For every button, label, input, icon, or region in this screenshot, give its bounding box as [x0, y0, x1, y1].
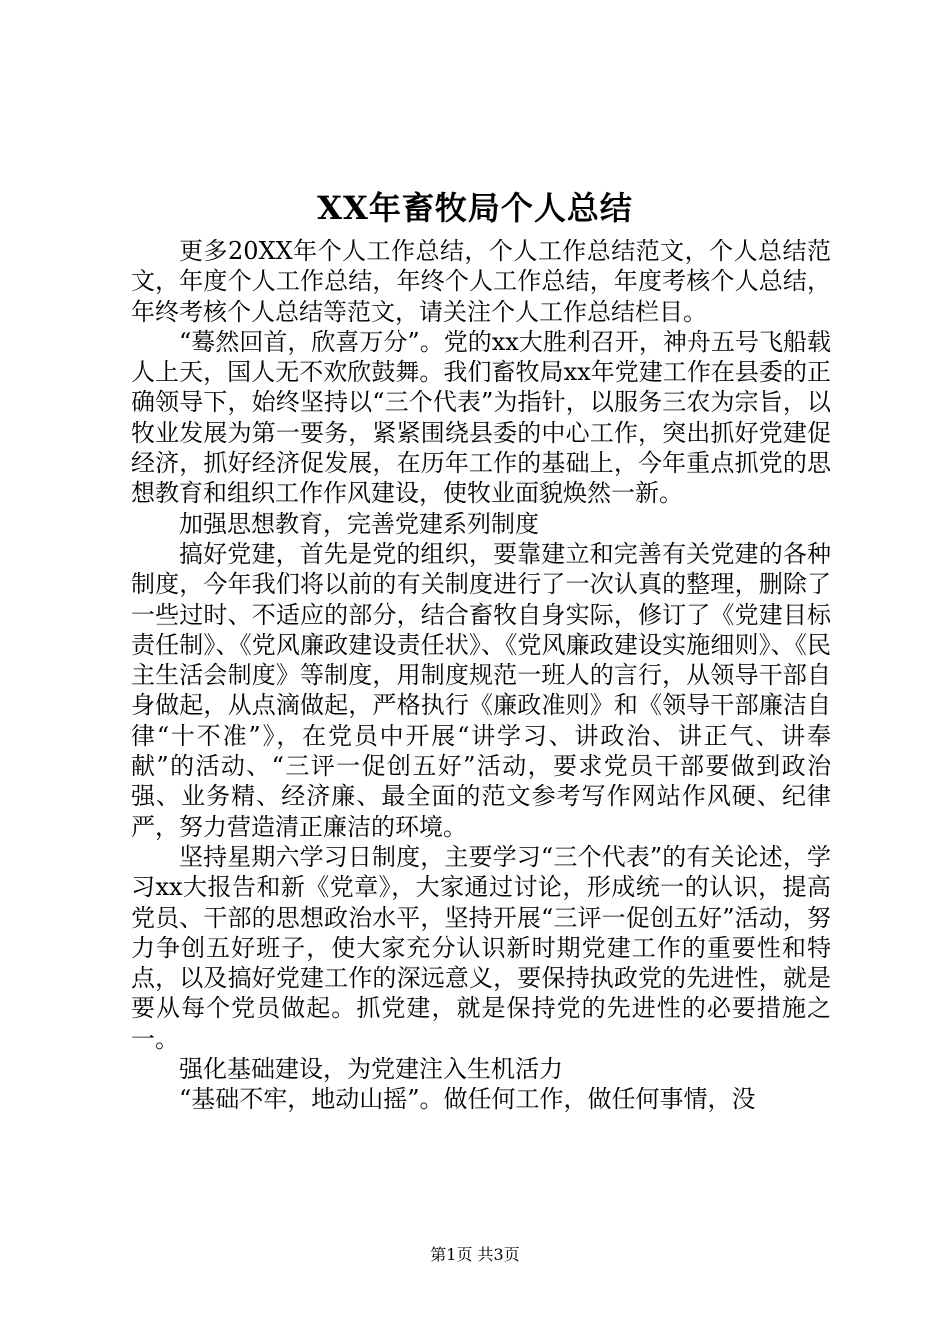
paragraph: 更多20XX年个人工作总结，个人工作总结范文，个人总结范文，年度个人工作总结，年终个人工作总结，年度考核个人总结，年终考核个人总结等范文，请关注个人工作总结栏目。 — [131, 237, 831, 326]
paragraph: “蓦然回首，欣喜万分”。党的xx大胜利召开，神舟五号飞船载人上天，国人无不欢欣鼓舞。我们畜牧局xx年党建工作在县委的正确领导下，始终坚持以“三个代表”为指针，以服务三农为宗旨，以牧业发展为第一要务，紧紧围绕县委的中心工作，突出抓好党建促经济，抓好经济促发展，在历年工作的基础上，今年重点抓党的思想教育和组织工作作风建设，使牧业面貌焕然一新。 — [131, 327, 831, 508]
paragraph: “基础不牢，地动山摇”。做任何工作，做任何事情，没 — [179, 1085, 756, 1114]
paragraph: 坚持星期六学习日制度，主要学习“三个代表”的有关论述，学习xx大报告和新《党章》，大家通过讨论，形成统一的认识，提高党员、干部的思想政治水平，坚持开展“三评一促创五好”活动，努力争创五好班子，使大家充分认识新时期党建工作的重要性和特点，以及搞好党建工作的深远意义，要保持执政党的先进性，就是要从每个党员做起。抓党建，就是保持党的先进性的必要措施之一。 — [131, 842, 831, 1053]
section-heading: 强化基础建设，为党建注入生机活力 — [179, 1055, 563, 1084]
document-body — [131, 236, 831, 1115]
paragraph: 搞好党建，首先是党的组织，要靠建立和完善有关党建的各种制度，今年我们将以前的有关制度进行了一次认真的整理，删除了一些过时、不适应的部分，结合畜牧自身实际，修订了《党建目标责任制》、《党风廉政建设责任状》、《党风廉政建设实施细则》、《民主生活会制度》等制度，用制度规范一班人的言行，从领导干部自身做起，从点滴做起，严格执行《廉政准则》和《领导干部廉洁自律“十不准”》，在党员中开展“讲学习、讲政治、讲正气、讲奉献”的活动、“三评一促创五好”活动，要求党员干部要做到政治强、业务精、经济廉、最全面的范文参考写作网站作风硬、纪律严，努力营造清正廉洁的环境。 — [131, 539, 831, 841]
page-footer: 第1页 共3页 — [430, 1245, 520, 1264]
document-title: XX年畜牧局个人总结 — [317, 189, 633, 227]
section-heading: 加强思想教育，完善党建系列制度 — [179, 509, 539, 538]
